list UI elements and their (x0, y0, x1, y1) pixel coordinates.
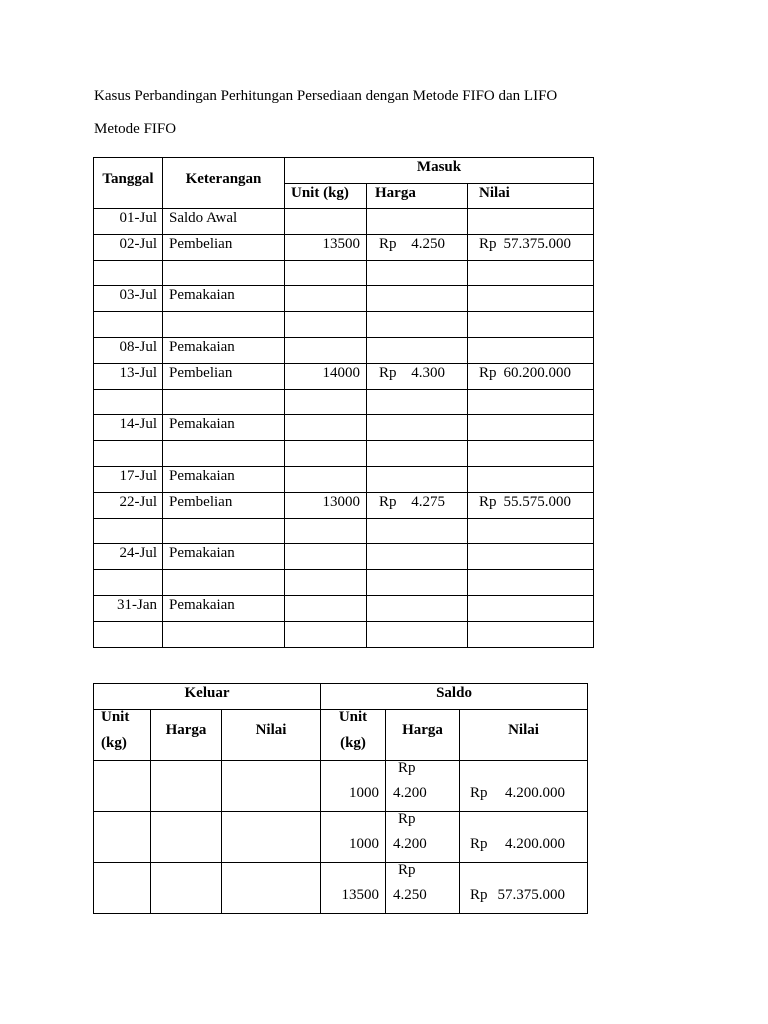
keluar-saldo-table-body (94, 761, 588, 914)
unit-cell (285, 312, 367, 338)
saldo-nilai-currency: Rp (470, 887, 488, 903)
unit-cell (285, 621, 367, 647)
tanggal-cell (94, 389, 163, 415)
keterangan-cell: Pemakaian (163, 415, 285, 441)
harga-cell (367, 260, 468, 286)
keluar-harga-cell (151, 863, 222, 914)
keterangan-cell: Pemakaian (163, 286, 285, 312)
keluar-unit-header-label: Unit (kg) (101, 709, 130, 751)
harga-cell (367, 415, 468, 441)
table-row (94, 863, 588, 914)
tanggal-cell: 22-Jul (94, 492, 163, 518)
keluar-saldo-table (93, 683, 588, 914)
tanggal-cell (94, 621, 163, 647)
tanggal-cell: 03-Jul (94, 286, 163, 312)
nilai-cell (468, 260, 594, 286)
unit-cell (285, 518, 367, 544)
saldo-harga-cell (386, 761, 460, 812)
header-row (94, 710, 588, 761)
harga-cell (367, 337, 468, 363)
saldo-harga-value (386, 858, 459, 908)
harga-cell (367, 518, 468, 544)
section-heading: Metode FIFO (94, 121, 177, 137)
keterangan-cell (163, 441, 285, 467)
header-row (94, 158, 594, 184)
keterangan-cell: Pembelian (163, 492, 285, 518)
table-row (94, 312, 594, 338)
keluar-unit-cell (94, 863, 151, 914)
saldo-unit-cell (321, 761, 386, 812)
table-row (94, 570, 594, 596)
keterangan-cell: Pemakaian (163, 595, 285, 621)
saldo-unit-header-label: Unit (kg) (338, 709, 368, 751)
table-row (94, 209, 594, 235)
document-title: Kasus Perbandingan Perhitungan Persediaan dengan Metode FIFO dan LIFO (94, 88, 558, 104)
table-row (94, 595, 594, 621)
harga-amount: 4.300 (411, 364, 445, 381)
table-row (94, 812, 588, 863)
nilai-amount: 60.200.000 (503, 364, 571, 381)
nilai-value (479, 235, 571, 253)
keluar-unit-cell (94, 812, 151, 863)
nilai-currency: Rp (479, 235, 497, 252)
keluar-unit-header (94, 710, 151, 761)
saldo-harga-header: Harga (386, 710, 460, 761)
saldo-harga-currency: Rp (398, 862, 416, 878)
nilai-cell (468, 363, 594, 389)
harga-cell (367, 286, 468, 312)
saldo-nilai-value (460, 756, 587, 806)
nilai-cell (468, 570, 594, 596)
saldo-harga-cell (386, 812, 460, 863)
harga-cell (367, 389, 468, 415)
unit-cell (285, 544, 367, 570)
tanggal-cell: 02-Jul (94, 234, 163, 260)
harga-header: Harga (367, 184, 468, 209)
masuk-table (93, 157, 594, 648)
harga-amount: 4.275 (411, 493, 445, 510)
saldo-harga-cell (386, 863, 460, 914)
keluar-harga-cell (151, 812, 222, 863)
unit-cell (285, 337, 367, 363)
nilai-cell (468, 234, 594, 260)
harga-cell (367, 234, 468, 260)
saldo-nilai-currency: Rp (470, 785, 488, 801)
keterangan-cell: Pemakaian (163, 466, 285, 492)
nilai-cell (468, 337, 594, 363)
keluar-nilai-header: Nilai (222, 710, 321, 761)
saldo-harga-amount: 4.200 (393, 785, 427, 801)
nilai-cell (468, 312, 594, 338)
unit-cell: 13500 (285, 234, 367, 260)
table-row (94, 260, 594, 286)
tanggal-cell: 31-Jan (94, 595, 163, 621)
nilai-cell (468, 389, 594, 415)
harga-cell (367, 570, 468, 596)
unit-cell (285, 389, 367, 415)
tanggal-cell (94, 570, 163, 596)
tanggal-cell: 01-Jul (94, 209, 163, 235)
saldo-harga-value (386, 756, 459, 806)
masuk-table-body (94, 209, 594, 648)
masuk-table-header (94, 158, 594, 209)
saldo-harga-amount: 4.250 (393, 887, 427, 903)
unit-cell: 14000 (285, 363, 367, 389)
unit-cell (285, 570, 367, 596)
nilai-cell (468, 595, 594, 621)
table-row (94, 621, 594, 647)
table-row (94, 761, 588, 812)
unit-cell (285, 286, 367, 312)
saldo-unit-header (321, 710, 386, 761)
nilai-cell (468, 492, 594, 518)
table-row (94, 234, 594, 260)
saldo-header: Saldo (321, 684, 588, 710)
nilai-cell (468, 466, 594, 492)
saldo-nilai-amount: 4.200.000 (505, 785, 566, 801)
tanggal-cell: 08-Jul (94, 337, 163, 363)
saldo-nilai-header: Nilai (460, 710, 588, 761)
keterangan-cell (163, 570, 285, 596)
tanggal-cell: 17-Jul (94, 466, 163, 492)
nilai-value (479, 493, 571, 511)
harga-cell (367, 363, 468, 389)
keterangan-cell: Pemakaian (163, 337, 285, 363)
tanggal-cell (94, 518, 163, 544)
unit-header: Unit (kg) (285, 184, 367, 209)
unit-cell (285, 466, 367, 492)
nilai-cell (468, 621, 594, 647)
harga-cell (367, 621, 468, 647)
unit-cell (285, 209, 367, 235)
nilai-cell (468, 415, 594, 441)
saldo-harga-value (386, 807, 459, 857)
keluar-unit-cell (94, 761, 151, 812)
unit-cell (285, 260, 367, 286)
keluar-saldo-table-header (94, 684, 588, 761)
nilai-currency: Rp (479, 493, 497, 510)
table-row (94, 492, 594, 518)
keluar-header: Keluar (94, 684, 321, 710)
saldo-unit-cell (321, 863, 386, 914)
saldo-unit-value: 1000 (349, 785, 380, 801)
harga-cell (367, 466, 468, 492)
harga-currency: Rp (379, 364, 397, 381)
saldo-nilai-cell (460, 863, 588, 914)
nilai-currency: Rp (479, 364, 497, 381)
keluar-nilai-cell (222, 863, 321, 914)
tanggal-header: Tanggal (94, 158, 163, 209)
table-row (94, 363, 594, 389)
keterangan-cell (163, 312, 285, 338)
harga-cell (367, 312, 468, 338)
saldo-harga-currency: Rp (398, 811, 416, 827)
tanggal-cell: 13-Jul (94, 363, 163, 389)
keluar-nilai-cell (222, 761, 321, 812)
harga-cell (367, 544, 468, 570)
unit-cell (285, 441, 367, 467)
keterangan-cell: Saldo Awal (163, 209, 285, 235)
saldo-nilai-value (460, 807, 587, 857)
keterangan-header: Keterangan (163, 158, 285, 209)
nilai-value (479, 364, 571, 382)
keluar-harga-cell (151, 761, 222, 812)
saldo-nilai-value (460, 858, 587, 908)
saldo-nilai-amount: 4.200.000 (505, 836, 566, 852)
saldo-harga-currency: Rp (398, 760, 416, 776)
saldo-harga-amount: 4.200 (393, 836, 427, 852)
harga-value (379, 235, 445, 253)
keterangan-cell: Pembelian (163, 234, 285, 260)
unit-cell (285, 595, 367, 621)
tanggal-cell: 14-Jul (94, 415, 163, 441)
table-row (94, 389, 594, 415)
harga-cell (367, 492, 468, 518)
saldo-unit-value: 1000 (349, 836, 380, 852)
nilai-cell (468, 518, 594, 544)
saldo-nilai-amount: 57.375.000 (497, 887, 566, 903)
harga-amount: 4.250 (411, 235, 445, 252)
keterangan-cell (163, 260, 285, 286)
tanggal-cell (94, 260, 163, 286)
table-row (94, 466, 594, 492)
harga-value (379, 493, 445, 511)
harga-currency: Rp (379, 235, 397, 252)
nilai-header: Nilai (468, 184, 594, 209)
keluar-nilai-cell (222, 812, 321, 863)
tanggal-cell: 24-Jul (94, 544, 163, 570)
nilai-amount: 57.375.000 (503, 235, 571, 252)
table-row (94, 337, 594, 363)
harga-cell (367, 595, 468, 621)
saldo-nilai-currency: Rp (470, 836, 488, 852)
harga-cell (367, 441, 468, 467)
keterangan-cell (163, 621, 285, 647)
harga-cell (367, 209, 468, 235)
saldo-unit-value: 13500 (341, 887, 380, 903)
nilai-cell (468, 441, 594, 467)
table-row (94, 544, 594, 570)
keterangan-cell: Pemakaian (163, 544, 285, 570)
nilai-amount: 55.575.000 (503, 493, 571, 510)
masuk-header: Masuk (285, 158, 594, 184)
saldo-unit-cell (321, 812, 386, 863)
tanggal-cell (94, 312, 163, 338)
nilai-cell (468, 544, 594, 570)
keterangan-cell (163, 389, 285, 415)
harga-value (379, 364, 445, 382)
nilai-cell (468, 209, 594, 235)
keterangan-cell: Pembelian (163, 363, 285, 389)
saldo-nilai-cell (460, 761, 588, 812)
table-row (94, 441, 594, 467)
table-row (94, 518, 594, 544)
saldo-nilai-cell (460, 812, 588, 863)
nilai-cell (468, 286, 594, 312)
tanggal-cell (94, 441, 163, 467)
harga-currency: Rp (379, 493, 397, 510)
keluar-harga-header: Harga (151, 710, 222, 761)
table-row (94, 415, 594, 441)
keterangan-cell (163, 518, 285, 544)
unit-cell: 13000 (285, 492, 367, 518)
table-row (94, 286, 594, 312)
unit-cell (285, 415, 367, 441)
